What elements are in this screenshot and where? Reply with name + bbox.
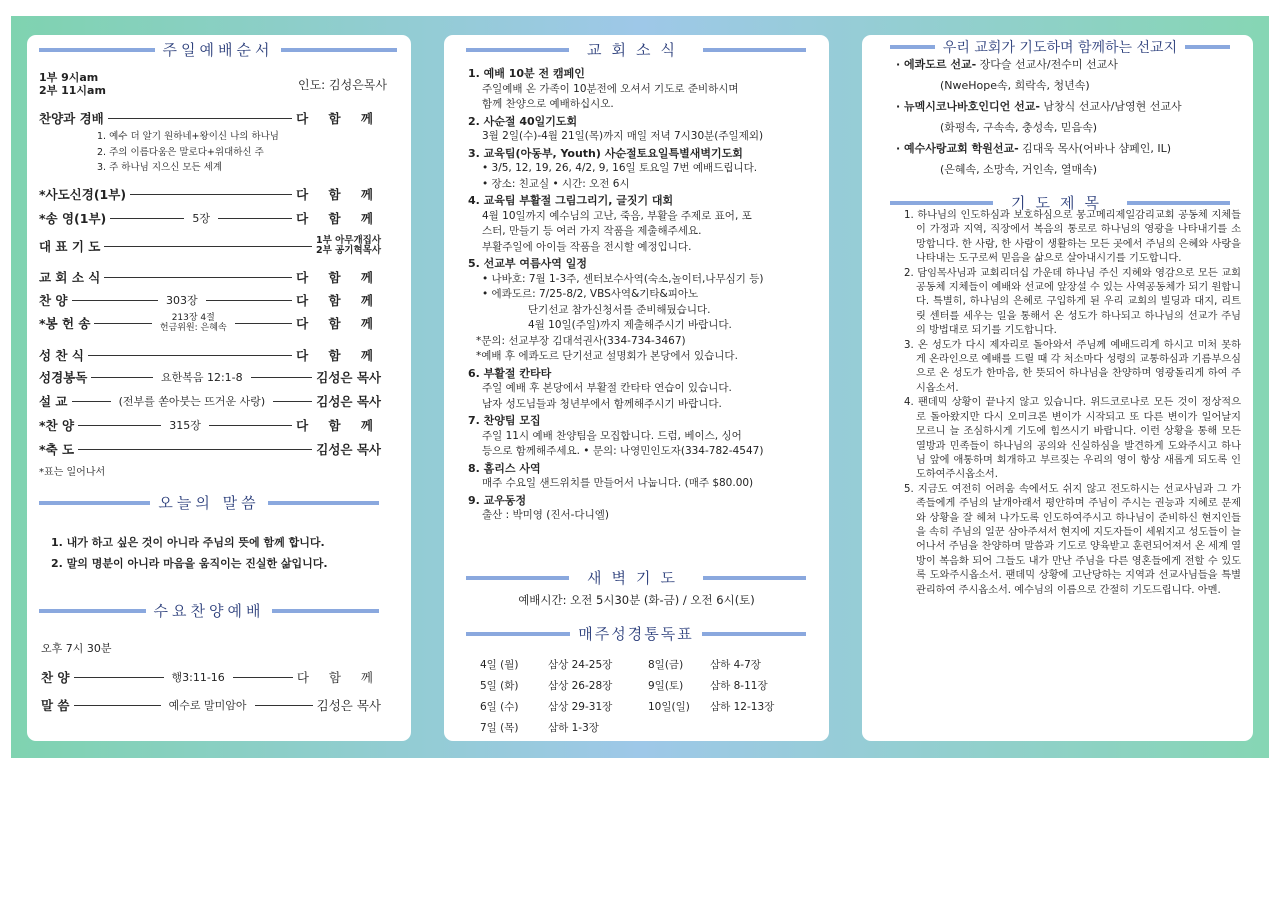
- worship-song-list: [97, 129, 279, 176]
- order-item-detail: 행3:11-16: [171, 671, 225, 684]
- order-item-label: 대 표 기 도: [39, 239, 101, 254]
- order-item-leader: 다 함 께: [296, 670, 381, 685]
- order-item-leader: 다 함 께: [296, 211, 381, 226]
- news-item-heading: 9. 교우동정: [468, 493, 527, 507]
- bible-reading-cell: [710, 718, 810, 739]
- bible-reading-cell: 삼상 29-31장: [548, 701, 613, 713]
- prayer-topic: 3. 온 성도가 다시 제자리로 돌아와서 주님께 예배드리게 하시고 미처 못하게 온라인으로 예배를 드릴 때 각 처소마다 성령의 교통하심과 기름부으심으로 온 성도가 한마음, 한 뜻되어 하나님을 찬양하며 영광돌리게 하여 주시옵소서.: [904, 339, 1241, 394]
- order-item-label: 교 회 소 식: [39, 270, 101, 285]
- news-item-line: 4월 10일(주일)까지 제출해주시기 바랍니다.: [528, 319, 732, 331]
- order-item-label: *봉 헌 송: [39, 316, 91, 331]
- service-time-2: 2부 11시am: [39, 84, 106, 97]
- news-item-heading: 4. 교육팀 부활절 그림그리기, 글짓기 대회: [468, 194, 674, 207]
- order-item-leader: 김성은 목사: [316, 370, 381, 385]
- bible-reading-row: [480, 697, 810, 718]
- bible-reading-cell: 6일 (수): [480, 701, 519, 713]
- news-item: [468, 66, 818, 113]
- bible-reading-row: [480, 718, 810, 739]
- news-item-line: 주일 11시 예배 찬양팀을 모집합니다. 드럼, 베이스, 싱어: [482, 429, 742, 442]
- news-item-line: 함께 찬양으로 예배하십시오.: [482, 98, 614, 110]
- mission-name: · 에콰도르 선교-: [896, 58, 977, 71]
- word-title: 오늘의 말씀: [158, 494, 260, 512]
- order-item-label: 설 교: [39, 394, 68, 409]
- worship-order-item: [39, 368, 381, 386]
- wednesday-title: 수요찬양예배: [153, 602, 265, 620]
- prayer-topic-list: [902, 209, 1241, 598]
- order-item-label: 찬 양: [39, 293, 68, 308]
- order-item-label: 찬양과 경배: [39, 111, 104, 126]
- worship-song: 1. 예수 더 알기 원하네+왕이신 나의 하나님: [97, 131, 279, 142]
- bible-reading-cell: 삼하 1-3장: [548, 722, 599, 734]
- bible-reading-cell: 삼하 4-7장: [710, 659, 761, 671]
- mission-item: [896, 54, 1241, 75]
- prayer-topic: 2. 담임목사님과 교회리더십 가운데 하나님 주신 지혜와 영감으로 모든 교회공동체 지체들이 예배와 선교에 앞장설 수 있는 사역공동체가 되기 원합니다. 특별히, 하나님의 은혜로 구입하게 된 우리 교회의 빌딩과 대지, 리트릿 센터를 세우는 일을 통해서 온 성도가 하나되고 하나님의 선교가 주님의 방법대로 되기를 기도합니다.: [904, 267, 1241, 337]
- order-item-detail: 5장: [192, 212, 210, 225]
- news-item-line: • 3/5, 12, 19, 26, 4/2, 9, 16일 토요일 7번 예배드립니다.: [482, 162, 758, 174]
- church-news-heading: [466, 39, 806, 60]
- word-line: 2. 말의 명분이 아니라 마음을 움직이는 진실한 삶입니다.: [51, 557, 328, 570]
- mission-item: [896, 138, 1241, 159]
- news-item-line: • 나바호: 7월 1-3주, 센터보수사역(숙소,놀이터,나무심기 등): [482, 272, 764, 285]
- worship-order-item: [39, 209, 381, 227]
- dawn-prayer-title: 새벽기도: [587, 569, 685, 587]
- dawn-prayer-heading: [466, 567, 806, 588]
- news-item: [468, 146, 818, 193]
- missions-title: 우리 교회가 기도하며 함께하는 선교지: [942, 40, 1178, 56]
- news-item-line: *예배 후 에콰도르 단기선교 설명회가 본당에서 있습니다.: [476, 350, 738, 362]
- mission-missionary: 장다슬 선교사/전수미 선교사: [976, 58, 1118, 71]
- news-item-line: 매주 수요일 샌드위치를 만들어서 나눕니다. (매주 $80.00): [482, 477, 754, 489]
- order-item-leader: 다 함 께: [296, 270, 381, 285]
- news-item: [468, 366, 818, 413]
- bible-reading-cell: 10일(일): [648, 701, 690, 713]
- wednesday-time: 오후 7시 30분: [41, 642, 112, 655]
- standing-note: *표는 일어나서: [39, 467, 106, 478]
- news-item: [468, 413, 818, 460]
- bible-reading-cell: 삼상 24-25장: [548, 659, 613, 671]
- mission-item: [896, 96, 1241, 117]
- prayer-topic: 5. 지금도 여전히 어려움 속에서도 쉬지 않고 전도하시는 선교사님과 그 가족들에게 주님의 날개아래서 평안하며 주님이 주시는 권능과 지혜로 문제와 상황을 잘 헤쳐 나가도록 인도하여주시고 하나님이 준비하신 현지인들을 속히 주님의 일꾼 삼아주셔서 현지에 지도자들이 세워지고 성도들이 늘어나서 주님을 찬양하며 말씀과 기도로 양육받고 훈련되어져서 온 세계 열방이 복음화 되어 그들도 내가 만난 주님을 다른 영혼들에게 전할 수 있도록 도와주시옵소서. 팬데믹 상황에 고난당하는 지역과 선교사님들을 특별 관리하여 주시옵소서. 예수님의 이름으로 간절히 기도드립니다. 아멘.: [904, 483, 1241, 596]
- news-item-heading: 6. 부활절 칸타타: [468, 366, 552, 380]
- wednesday-order-item: [41, 696, 381, 714]
- mission-list: [896, 54, 1241, 180]
- worship-order-title: 주일예배순서: [162, 41, 274, 59]
- news-item-line: *문의: 선교부장 김대석권사(334-734-3467): [476, 334, 686, 347]
- order-item-detail: 요한복음 12:1-8: [160, 371, 243, 384]
- mission-groups: (은혜속, 소망속, 거인속, 열매속): [940, 163, 1098, 176]
- order-item-detail: (전부를 쏟아붓는 뜨거운 사랑): [118, 395, 266, 408]
- church-news-title: 교회소식: [587, 41, 685, 59]
- bible-reading-cell: 삼하 12-13장: [710, 701, 775, 713]
- missions-prayer-panel: [862, 35, 1253, 741]
- worship-order-item: [39, 185, 381, 203]
- prayer-topics-title: 기도제목: [1011, 194, 1109, 212]
- mission-groups: (NweHope속, 희락속, 청년속): [940, 79, 1090, 92]
- wednesday-order-item: [41, 668, 381, 686]
- news-item-line: 3월 2일(수)-4월 21일(목)까지 매일 저녁 7시30분(주일제외): [482, 130, 764, 142]
- mission-missionary: 김대욱 목사(어바나 샴페인, IL): [1018, 142, 1171, 155]
- worship-order-item: [39, 416, 381, 434]
- order-item-label: *찬 양: [39, 418, 75, 433]
- prayer-topic: 4. 팬데믹 상황이 끝나지 않고 있습니다. 위드코로나로 모든 것이 정상적으로 돌아왔지만 다시 오미크론 변이가 시작되고 또 다른 변이가 일어날지 모르니 늘 조심하시게 기도에 힘쓰시기 바랍니다. 이런 상황을 통해 모든 열방과 민족들이 하나님의 공의와 신실하심을 발견하게 도와주시고 하나님 앞에 애통하며 회개하고 부르짖는 우리의 영이 항상 새롭게 되도록 인도하여주시옵소서.: [904, 397, 1241, 481]
- worship-order-panel: [27, 35, 411, 741]
- worship-order-item: [39, 392, 381, 410]
- bible-reading-cell: 삼하 8-11장: [710, 680, 768, 692]
- news-item-line: • 장소: 친교실 • 시간: 오전 6시: [482, 177, 630, 190]
- order-item-leader: 다 함 께: [296, 418, 382, 433]
- bible-reading-cell: 8일(금): [648, 659, 684, 671]
- worship-song: 2. 주의 이름다움은 말로다+위대하신 주: [97, 146, 264, 158]
- bible-reading-title: 매주성경통독표: [578, 625, 694, 643]
- bible-reading-row: [480, 655, 810, 676]
- prayer-topic: 1. 하나님의 인도하심과 보호하심으로 몽고메리제일감리교회 공동체 지체들이 가정과 지역, 직장에서 복음의 통로로 하나님의 영광을 나타내기를 소망합니다. 한 사람, 한 사람이 생활하는 모든 곳에서 주님의 은혜와 사랑을 나타내는 도구로써 믿음을 삶으로 살아내시기를 기도합니다.: [904, 210, 1241, 265]
- news-item-heading: 8. 홈리스 사역: [468, 461, 541, 475]
- news-item-heading: 7. 찬양팀 모집: [468, 414, 541, 427]
- bible-reading-cell: [648, 718, 710, 739]
- word-heading: [39, 492, 379, 513]
- word-list: [51, 532, 328, 574]
- order-item-leader: 다 함 께: [296, 293, 382, 308]
- church-news-panel: [444, 35, 829, 741]
- wednesday-heading: [39, 600, 379, 621]
- news-item-line: 주일 예배 후 본당에서 부활절 칸타타 연습이 있습니다.: [482, 382, 732, 394]
- mission-missionary: 남창식 선교사/남영현 선교사: [1039, 100, 1182, 113]
- worship-order-item: [39, 236, 381, 256]
- order-item-label: 성 찬 식: [39, 348, 84, 363]
- news-item-line: 부활주일에 아이들 작품을 전시할 예정입니다.: [482, 240, 692, 253]
- news-item-line: 등으로 함께해주세요. • 문의: 나영민인도자(334-782-4547): [482, 445, 764, 457]
- order-item-leader: 다 함 께: [296, 348, 381, 363]
- order-item-label: *축 도: [39, 442, 75, 457]
- order-item-leader: 다 함 께: [296, 111, 381, 126]
- order-item-leader: 다 함 께: [296, 316, 382, 331]
- bible-reading-heading: [466, 623, 806, 644]
- order-item-label: 찬 양: [41, 670, 70, 685]
- bible-reading-cell: 7일 (목): [480, 722, 519, 734]
- worship-order-item: [39, 109, 381, 127]
- service-leader: 인도: 김성은목사: [297, 78, 387, 92]
- order-item-leader: 1부 아무개집사 2부 공기혁목사: [316, 235, 381, 256]
- worship-song: 3. 주 하나님 지으신 모든 세계: [97, 162, 223, 173]
- service-time-1: 1부 9시am: [39, 71, 99, 84]
- news-item: [468, 256, 818, 365]
- news-item-heading: 3. 교육팀(아동부, Youth) 사순절토요일특별새벽기도회: [468, 146, 743, 160]
- news-item: [468, 493, 818, 524]
- bible-reading-cell: 5일 (화): [480, 680, 519, 692]
- bible-reading-row: [480, 676, 810, 697]
- order-item-detail: 예수로 말미암아: [168, 699, 247, 712]
- news-item-line: 4월 10일까지 예수님의 고난, 죽음, 부활을 주제로 표어, 포: [482, 209, 752, 222]
- worship-order-item: [39, 346, 381, 364]
- worship-order-heading: [39, 39, 397, 60]
- mission-name: · 뉴멕시코나바호인디언 선교-: [896, 100, 1040, 113]
- news-item: [468, 193, 818, 255]
- news-item: [468, 461, 818, 492]
- order-item-leader: 다 함 께: [296, 187, 381, 202]
- worship-order-item: [39, 268, 381, 286]
- news-item: [468, 114, 818, 145]
- news-list: [468, 66, 818, 525]
- order-item-detail: 303장: [165, 294, 198, 307]
- news-item-line: 스터, 만들기 등 여러 가지 작품을 제출해주세요.: [482, 225, 702, 237]
- order-item-leader: 김성은 목사: [316, 394, 381, 409]
- worship-order-item: [39, 313, 381, 333]
- mission-groups: (화평속, 구속속, 충성속, 믿음속): [940, 121, 1098, 134]
- news-item-line: 주일예배 온 가족이 10분전에 오셔서 기도로 준비하시며: [482, 82, 739, 95]
- order-item-leader: 김성은 목사: [316, 698, 381, 713]
- order-item-detail: 315장: [169, 419, 201, 432]
- order-item-label: 말 씀: [41, 698, 70, 713]
- worship-order-item: [39, 291, 381, 309]
- order-item-detail: 213장 4절 헌금위원: 은혜속: [159, 313, 227, 333]
- news-item-line: 단기선교 참가신청서를 준비해뒀습니다.: [528, 303, 711, 316]
- news-item-heading: 1. 예배 10분 전 캠페인: [468, 67, 585, 80]
- order-item-label: *사도신경(1부): [39, 187, 127, 202]
- order-item-leader: 김성은 목사: [316, 442, 381, 457]
- news-item-line: 출산 : 박미영 (진서-다니엘): [482, 509, 609, 521]
- bible-reading-table: [480, 655, 810, 739]
- news-item-heading: 5. 선교부 여름사역 일정: [468, 257, 587, 270]
- mission-name: · 예수사랑교회 학원선교-: [896, 142, 1019, 155]
- word-line: 1. 내가 하고 싶은 것이 아니라 주님의 뜻에 함께 합니다.: [51, 536, 325, 549]
- order-item-label: *송 영(1부): [39, 211, 107, 226]
- dawn-prayer-time: 예배시간: 오전 5시30분 (화-금) / 오전 6시(토): [518, 593, 755, 607]
- bible-reading-cell: 삼상 26-28장: [548, 680, 613, 692]
- order-item-label: 성경봉독: [39, 370, 88, 385]
- bible-reading-cell: 4일 (월): [480, 659, 519, 671]
- news-item-line: 남자 성도님들과 청년부에서 함께해주시기 바랍니다.: [482, 397, 722, 410]
- news-item-heading: 2. 사순절 40일기도회: [468, 114, 578, 128]
- service-times: [39, 71, 106, 97]
- worship-order-item: [39, 440, 381, 458]
- news-item-line: • 에콰도르: 7/25-8/2, VBS사역&기타&피아노: [482, 288, 699, 300]
- bible-reading-cell: 9일(토): [648, 680, 684, 692]
